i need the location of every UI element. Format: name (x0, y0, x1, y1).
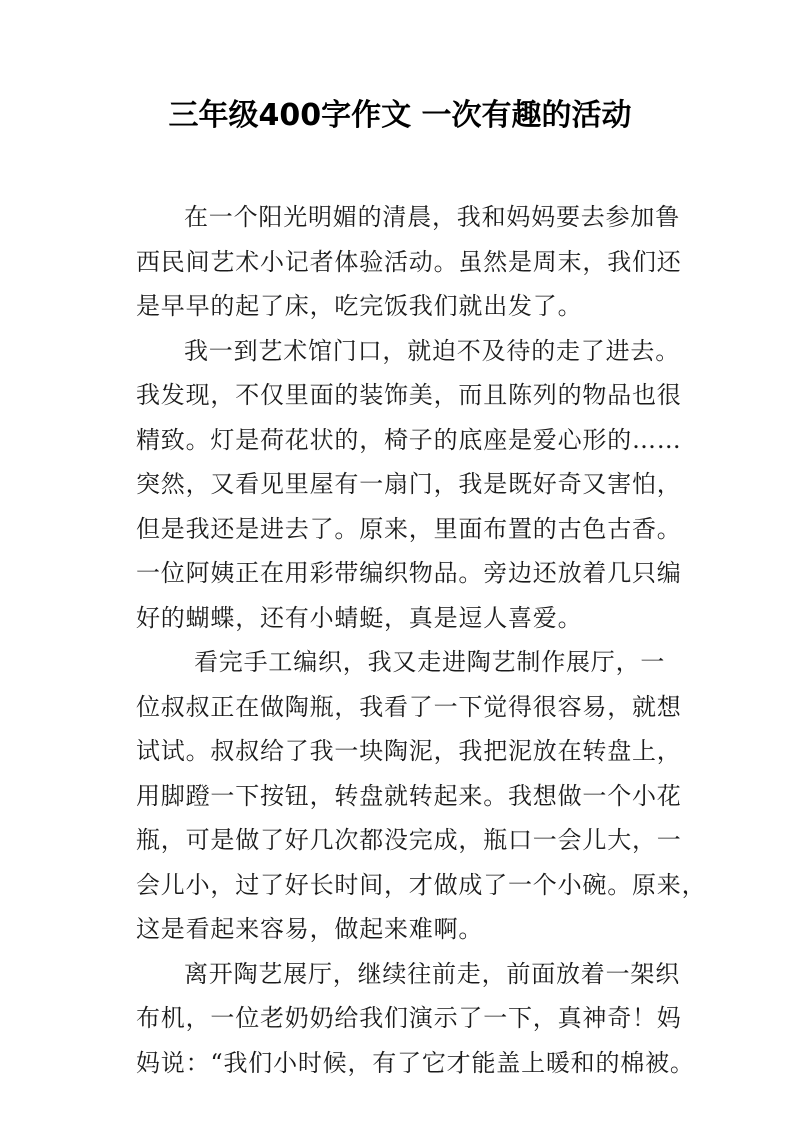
document-body (136, 197, 707, 1087)
paragraph-line: 我一到艺术馆门口，就迫不及待的走了进去。 (184, 336, 680, 365)
paragraph-line: 好的蝴蝶，还有小蜻蜓，真是逗人喜爱。 (136, 603, 583, 632)
paragraph-3 (136, 642, 707, 954)
paragraph-line: 位叔叔正在做陶瓶，我看了一下觉得很容易，就想 (136, 692, 682, 721)
paragraph-line: 会儿小，过了好长时间，才做成了一个小碗。原来， (136, 870, 707, 899)
paragraph-line: 用脚蹬一下按钮，转盘就转起来。我想做一个小花 (136, 781, 682, 810)
paragraph-line: 但是我还是进去了。原来，里面布置的古色古香。 (136, 514, 682, 543)
paragraph-line: 离开陶艺展厅，继续往前走，前面放着一架织 (184, 959, 680, 988)
paragraph-line: 西民间艺术小记者体验活动。虽然是周末，我们还 (136, 247, 682, 276)
paragraph-line: 看完手工编织，我又走进陶艺制作展厅，一 (194, 648, 666, 676)
document-title: 三年级400字作文 一次有趣的活动 (168, 98, 632, 133)
paragraph-1 (136, 197, 696, 331)
paragraph-4 (136, 954, 696, 1088)
paragraph-line: 突然，又看见里屋有一扇门，我是既好奇又害怕， (136, 470, 682, 498)
paragraph-line: 我发现，不仅里面的装饰美，而且陈列的物品也很 (136, 381, 682, 409)
paragraph-line: 精致。灯是荷花状的，椅子的底座是爱心形的…… (136, 425, 682, 454)
paragraph-2 (136, 331, 696, 643)
paragraph-line: 试试。叔叔给了我一块陶泥，我把泥放在转盘上， (136, 737, 682, 765)
paragraph-line: 布机，一位老奶奶给我们演示了一下，真神奇！妈 (136, 1004, 682, 1032)
paragraph-line: 在一个阳光明媚的清晨，我和妈妈要去参加鲁 (184, 203, 680, 231)
paragraph-line: 这是看起来容易，做起来难啊。 (136, 915, 484, 943)
paragraph-line: 瓶，可是做了好几次都没完成，瓶口一会儿大，一 (136, 826, 682, 854)
paragraph-line: 是早早的起了床，吃完饭我们就出发了。 (136, 292, 583, 320)
paragraph-line: 一位阿姨正在用彩带编织物品。旁边还放着几只编 (136, 559, 682, 587)
paragraph-line: 妈说：“我们小时候，有了它才能盖上暖和的棉被。 (136, 1048, 695, 1077)
